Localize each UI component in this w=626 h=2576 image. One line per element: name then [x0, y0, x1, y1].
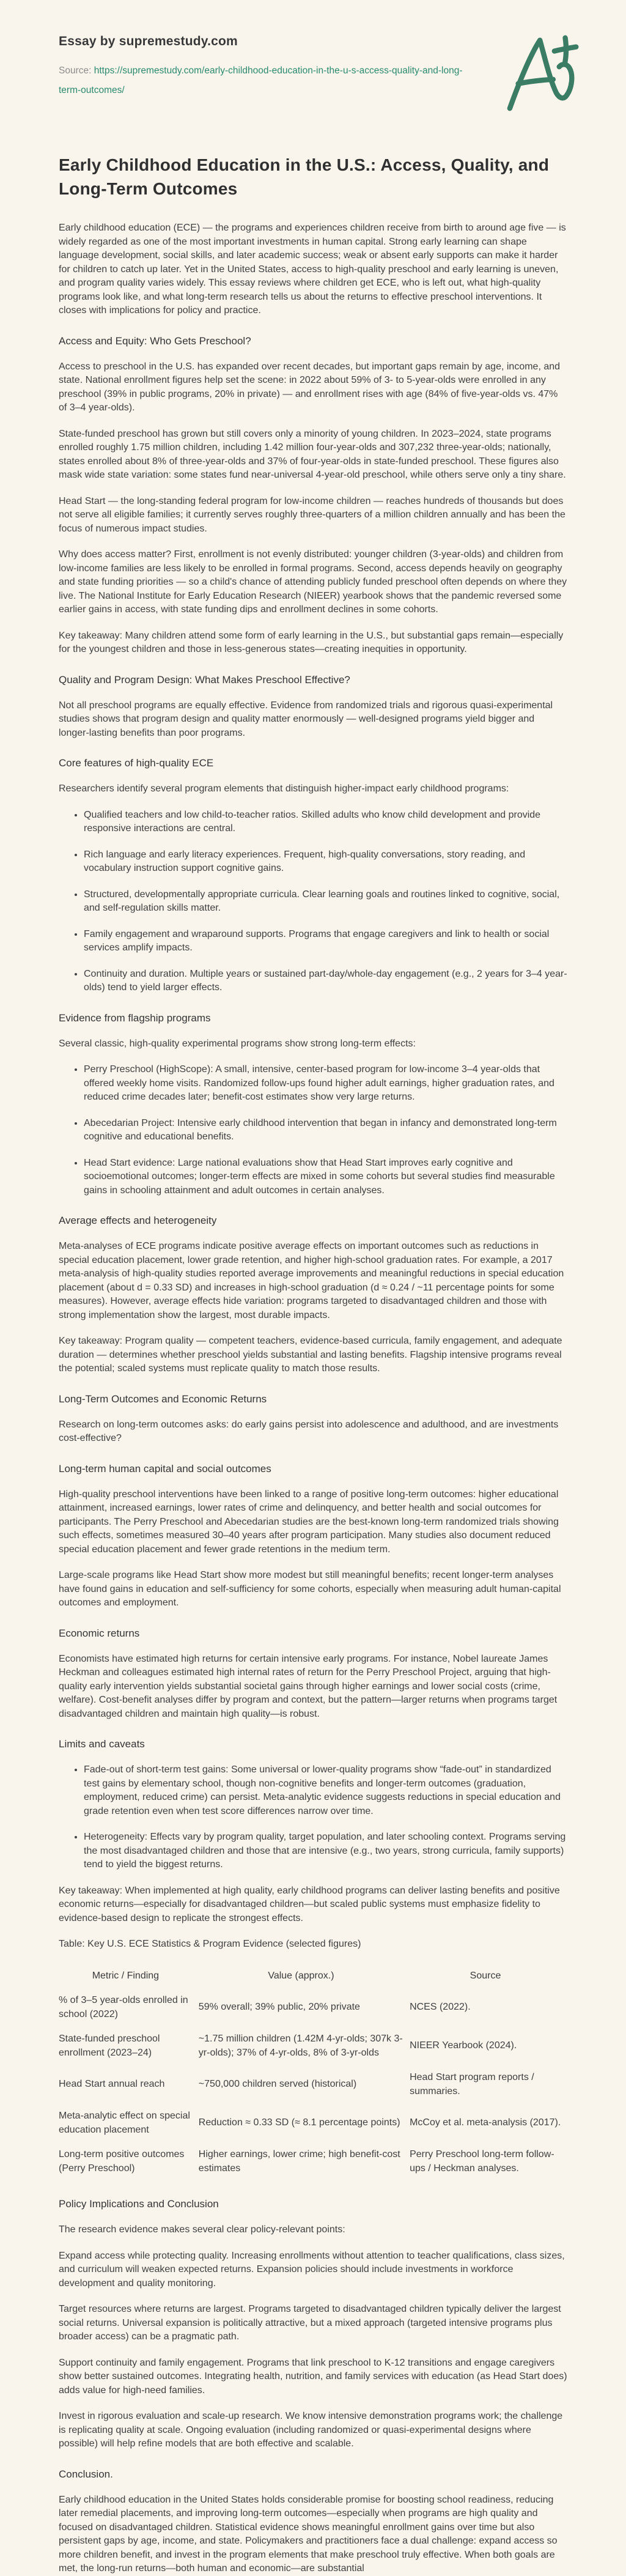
table-cell: Meta-analytic effect on special education placement [59, 2111, 190, 2135]
table-cell: NIEER Yearbook (2024). [410, 2040, 517, 2051]
header-title: Essay by supremestudy.com [59, 34, 238, 48]
bullet-list [59, 809, 567, 995]
section-heading: Core features of high-quality ECE [59, 757, 214, 769]
paragraph: Key takeaway: Many children attend some form of early learning in the U.S., but substantial gaps remain—especially for the youngest children and those in less-generous states—creating inequities in opportunity. [59, 630, 564, 654]
table-cell: ~1.75 million children (1.42M 4-yr-olds; 307k 3-yr-olds); 37% of 4-yr-olds, 8% of 3-yr-olds [198, 2034, 403, 2058]
source-label: Source: [59, 65, 94, 76]
paragraph: Invest in rigorous evaluation and scale-up research. We know intensive demonstration programs work; the challenge is replicating quality at scale. Ongoing evaluation (including randomized or quasi-experimental designs where possible) will help refine models that are both effective and scalable. [59, 2411, 563, 2449]
paragraph: Not all preschool programs are equally effective. Evidence from randomized trials and rigorous quasi-experimental studies shows that program design and quality matter enormously — well-designed programs yield bigger and longer-lasting benefits than poor programs. [59, 700, 553, 738]
bullet-item: • Perry Preschool (HighScope): A small, intensive, center-based program for low-income 3–4 year-olds that offered weekly home visits. Randomized follow-ups found higher adult earnings, higher graduation rates, and reduced crime decades later; benefit-cost estimates show very large returns. [84, 1063, 567, 1105]
bullet-list [59, 1763, 567, 1872]
table-row [59, 2142, 567, 2181]
header [59, 34, 567, 100]
paragraph: Early childhood education in the United States holds considerable promise for boosting school readiness, reducing later remedial placements, and improving long-term outcomes—especially when programs are high quality and focused on disadvantaged children. Statistical evidence shows meaningful enrollment gains over time but also persistent gaps by age, income, and state. Policymakers and practitioners face a dual challenge: expand access so more children benefit, and invest in the program elements that make preschool truly effective. When both goals are met, the long-run returns—both human and economic—are substantial [59, 2494, 558, 2574]
paragraph: Why does access matter? First, enrollment is not evenly distributed: younger children (3-year-olds) and children from low-income families are less likely to be enrolled in formal programs. Second, access depends heavily on geography and state funding priorities — so a child's chance of attending publicly funded preschool often depends on where they live. The National Institute for Early Education Research (NIEER) yearbook shows that the pandemic reversed some earlier gains in access, with state funding dips and enrollment declines in some cohorts. [59, 549, 567, 615]
table-header-row [59, 1964, 567, 1989]
paragraph: High-quality preschool interventions have been linked to a range of positive long-term outcomes: higher educational attainment, increased earnings, lower rates of crime and delinquency, and better health and social outcomes for participants. The Perry Preschool and Abecedarian studies are the best-known long-term randomized trials showing such effects, sometimes measured 30–40 years after program participation. Many studies also document reduced special education placement and fewer grade retentions in the medium term. [59, 1489, 559, 1555]
bullet-item: • Continuity and duration. Multiple years or sustained part-day/whole-day engagement (e.g., 2 years for 3–4 year-olds) tend to yield larger effects. [84, 968, 567, 995]
bullet-item: • Head Start evidence: Large national evaluations show that Head Start improves early cognitive and socioemotional outcomes; longer-term effects are mixed in some cohorts but several studies find measurable gains in schooling attainment and adult outcomes in certain analyses. [84, 1157, 567, 1198]
a-plus-logo-icon [505, 31, 589, 117]
table-caption: Table: Key U.S. ECE Statistics & Program Evidence (selected figures) [59, 1939, 361, 1949]
bullet-item: • Rich language and early literacy experiences. Frequent, high-quality conversations, story reading, and vocabulary instruction support cognitive gains. [84, 848, 567, 876]
table-row [59, 2104, 567, 2142]
paragraph: Economists have estimated high returns for certain intensive early programs. For instance, Nobel laureate James Heckman and colleagues estimated high internal rates of return for the Perry Preschool Project, arguing that high-quality early intervention yields substantial societal gains through higher earnings and lower social costs (crime, welfare). Cost-benefit analyses differ by program and context, but the pattern—larger returns when programs target disadvantaged children and maintain high quality—is robust. [59, 1653, 558, 1719]
section-heading: Evidence from flagship programs [59, 1012, 211, 1024]
table-header-cell: Value (approx.) [268, 1970, 334, 1981]
bullet-item: • Structured, developmentally appropriate curricula. Clear learning goals and routines linked to cognitive, social, and self-regulation skills matter. [84, 888, 567, 916]
section-heading: Policy Implications and Conclusion [59, 2198, 219, 2210]
section-heading: Limits and caveats [59, 1738, 145, 1750]
table-header-cell: Metric / Finding [92, 1970, 160, 1981]
table-cell: Higher earnings, lower crime; high benefit-cost estimates [198, 2149, 400, 2174]
source-link[interactable]: https://supremestudy.com/early-childhood-education-in-the-u-s-access-quality-and-long-term-outcomes/ [59, 65, 463, 95]
table-cell: % of 3–5 year-olds enrolled in school (2022) [59, 1995, 188, 2019]
table-cell: McCoy et al. meta-analysis (2017). [410, 2117, 561, 2128]
table-cell: Head Start program reports / summaries. [410, 2072, 534, 2097]
paragraph: Meta-analyses of ECE programs indicate positive average effects on important outcomes such as reductions in special education placement, lower grade retention, and higher high-school graduation rates. For example, a 2017 meta-analysis of high-quality studies reported average improvements and meaningful reductions in special education placement (about d = 0.33 SD) and increases in high-school graduation (d ≈ 0.24 / ~11 percentage points for some measures). However, average effects hide variation: programs targeted to disadvantaged children and those with strong implementation show the largest, most durable impacts. [59, 1241, 564, 1320]
paragraph: Research on long-term outcomes asks: do early gains persist into adolescence and adulthood, and are investments cost-effective? [59, 1419, 559, 1443]
table-cell: ~750,000 children served (historical) [198, 2079, 357, 2090]
section-heading: Long-term human capital and social outcomes [59, 1462, 271, 1475]
paragraph: Key takeaway: When implemented at high quality, early childhood programs can deliver lasting benefits and positive economic returns—especially for disadvantaged children—but scaled public systems must emphasize fidelity to evidence-based design to replicate the strongest effects. [59, 1885, 560, 1923]
paragraph: Early childhood education (ECE) — the programs and experiences children receive from birth to around age five — is widely regarded as one of the most important investments in human capital. Strong early learning can shape language development, social skills, and later academic success; weak or absent early supports can make it harder for children to catch up later. Yet in the United States, access to high-quality preschool and early learning is uneven, and program quality varies widely. This essay reviews where children get ECE, who is left out, what high-quality programs look like, and what long-term research tells us about the returns to effective preschool interventions. It closes with implications for policy and practice. [59, 223, 566, 316]
table-row [59, 2065, 567, 2104]
table-cell: State-funded preschool enrollment (2023–24) [59, 2034, 160, 2058]
table-cell: Reduction ≈ 0.33 SD (≈ 8.1 percentage points) [198, 2117, 400, 2128]
bullet-list [59, 1063, 567, 1197]
paragraph: Key takeaway: Program quality — competent teachers, evidence-based curricula, family engagement, and adequate duration — determines whether preschool yields substantial and lasting benefits. Flagship intensive programs reveal the potential; scaled systems must replicate quality to match those results. [59, 1336, 562, 1374]
section-heading: Quality and Program Design: What Makes Preschool Effective? [59, 673, 350, 686]
paragraph: Access to preschool in the U.S. has expanded over recent decades, but important gaps remain by age, income, and state. National enrollment figures help set the scene: in 2022 about 59% of 3- to 5-year-olds were enrolled in any preschool (39% in public programs, 20% in private) — and enrollment rises with age (84% of five-year-olds vs. 47% of 3–4 year-olds). [59, 361, 561, 413]
paragraph: Expand access while protecting quality. Increasing enrollments without attention to teacher qualifications, class sizes, and curriculum will weaken expected returns. Expansion policies should include investments in workforce development and quality monitoring. [59, 2250, 565, 2289]
paragraph: Researchers identify several program elements that distinguish higher-impact early childhood programs: [59, 783, 509, 794]
section-heading: Access and Equity: Who Gets Preschool? [59, 335, 251, 347]
paragraph: Large-scale programs like Head Start show more modest but still meaningful benefits; recent longer-term analyses have found gains in education and self-sufficiency for some cohorts, especially when measuring adult human-capital outcomes and employment. [59, 1570, 561, 1608]
table-cell: Long-term positive outcomes (Perry Preschool) [59, 2149, 185, 2174]
table-cell: Perry Preschool long-term follow-ups / Heckman analyses. [410, 2149, 554, 2174]
article-body [59, 221, 567, 2576]
paragraph: Several classic, high-quality experimental programs show strong long-term effects: [59, 1038, 416, 1049]
table-row [59, 2027, 567, 2065]
section-heading: Long-Term Outcomes and Economic Returns [59, 1393, 267, 1405]
table-cell: Head Start annual reach [59, 2079, 165, 2090]
stats-table [59, 1964, 567, 2182]
bullet-item: • Heterogeneity: Effects vary by program quality, target population, and later schooling context. Programs serving the most disadvantaged children and those that are intensive (e.g., two years, strong curricula, family supports) tend to yield the biggest returns. [84, 1830, 567, 1872]
article-title: Early Childhood Education in the U.S.: Access, Quality, and Long-Term Outcomes [59, 155, 550, 198]
paragraph: The research evidence makes several clear policy-relevant points: [59, 2224, 345, 2235]
section-heading: Conclusion. [59, 2468, 113, 2480]
table-cell: 59% overall; 39% public, 20% private [198, 2002, 360, 2013]
bullet-item: • Abecedarian Project: Intensive early childhood intervention that began in infancy and demonstrated long-term cognitive and educational benefits. [84, 1117, 567, 1144]
paragraph: Target resources where returns are largest. Programs targeted to disadvantaged children typically deliver the largest social returns. Universal expansion is politically attractive, but a mixed approach (targeted intensive programs plus broader access) can be a pragmatic path. [59, 2304, 561, 2342]
table-row [59, 1988, 567, 2027]
paragraph: State-funded preschool has grown but still covers only a minority of young children. In 2023–2024, state programs enrolled roughly 1.75 million children, including 1.42 million four-year-olds and 307,232 three-year-olds; nationally, states enrolled about 8% of three-year-olds and 37% of four-year-olds in state-funded preschool. These figures also mask wide state variation: some states fund near-universal 4-year-old preschool, while others serve only a tiny share. [59, 428, 566, 480]
bullet-item: • Family engagement and wraparound supports. Programs that engage caregivers and link to health or social services amplify impacts. [84, 928, 567, 955]
bullet-item: • Qualified teachers and low child-to-teacher ratios. Skilled adults who know child development and provide responsive interactions are central. [84, 809, 567, 836]
table-cell: NCES (2022). [410, 2002, 471, 2013]
bullet-item: • Fade-out of short-term test gains: Some universal or lower-quality programs show “fade-out” in standardized test gains by elementary school, though non-cognitive benefits and longer-term outcomes (graduation, employment, reduced crime) can persist. Meta-analytic evidence suggests reductions in special education and grade retention even when test score differences narrow over time. [84, 1763, 567, 1818]
section-heading: Economic returns [59, 1627, 140, 1639]
table-header-cell: Source [470, 1970, 501, 1981]
paragraph: Head Start — the long-standing federal program for low-income children — reaches hundreds of thousands but does not serve all eligible families; it currently serves roughly three-quarters of a million children annually and has been the focus of numerous impact studies. [59, 495, 565, 534]
paragraph: Support continuity and family engagement. Programs that link preschool to K-12 transitions and engage caregivers show better sustained outcomes. Integrating health, nutrition, and family services with education (as Head Start does) adds value for high-need families. [59, 2357, 567, 2396]
section-heading: Average effects and heterogeneity [59, 1215, 217, 1226]
source-line [59, 61, 467, 100]
